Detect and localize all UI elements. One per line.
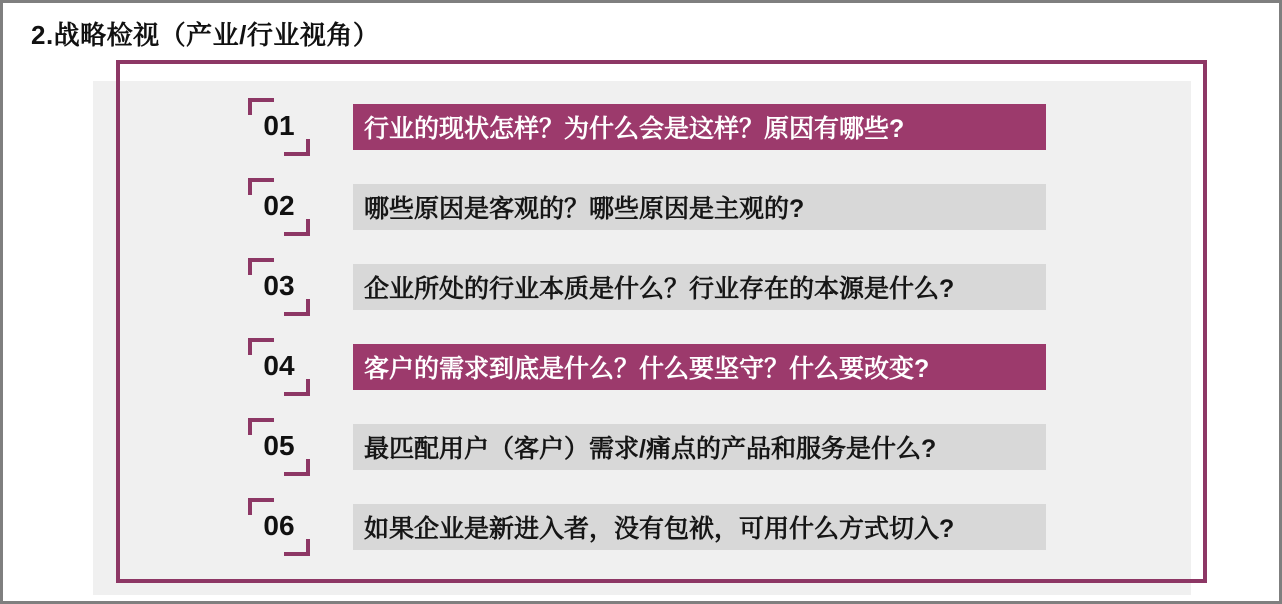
corner-bracket-top-left-icon [248, 98, 274, 115]
item-text: 企业所处的行业本质是什么？行业存在的本源是什么? [364, 275, 955, 303]
list-item [248, 418, 1048, 476]
corner-bracket-top-left-icon [248, 178, 274, 195]
item-bar [353, 344, 1046, 390]
item-text: 如果企业是新进入者，没有包袱，可用什么方式切入? [364, 515, 955, 543]
list-item [248, 338, 1048, 396]
item-number-badge [248, 498, 310, 556]
item-number-badge [248, 418, 310, 476]
item-text: 行业的现状怎样？为什么会是这样？原因有哪些? [364, 115, 905, 143]
corner-bracket-bottom-right-icon [284, 219, 310, 236]
list-item [248, 258, 1048, 316]
corner-bracket-bottom-right-icon [284, 299, 310, 316]
corner-bracket-bottom-right-icon [284, 379, 310, 396]
item-number: 02 [263, 190, 295, 221]
item-bar [353, 104, 1046, 150]
corner-bracket-top-left-icon [248, 498, 274, 515]
item-number: 05 [263, 430, 295, 461]
item-number-badge [248, 338, 310, 396]
item-bar [353, 264, 1046, 310]
question-list [248, 98, 1048, 578]
corner-bracket-top-left-icon [248, 258, 274, 275]
item-number: 03 [263, 270, 295, 301]
list-item [248, 498, 1048, 556]
corner-bracket-bottom-right-icon [284, 539, 310, 556]
item-bar [353, 504, 1046, 550]
item-number-badge [248, 258, 310, 316]
list-item [248, 178, 1048, 236]
corner-bracket-top-left-icon [248, 338, 274, 355]
item-number: 01 [263, 110, 295, 141]
corner-bracket-top-left-icon [248, 418, 274, 435]
item-text: 哪些原因是客观的？哪些原因是主观的? [364, 195, 805, 223]
corner-bracket-bottom-right-icon [284, 139, 310, 156]
list-item [248, 98, 1048, 156]
item-bar [353, 184, 1046, 230]
item-number-badge [248, 98, 310, 156]
item-number-badge [248, 178, 310, 236]
item-text: 客户的需求到底是什么？什么要坚守？什么要改变? [364, 355, 930, 383]
corner-bracket-bottom-right-icon [284, 459, 310, 476]
item-number: 06 [263, 510, 295, 541]
item-number: 04 [263, 350, 295, 381]
page-title: 2.战略检视（产业/行业视角） [31, 20, 380, 50]
item-text: 最匹配用户（客户）需求/痛点的产品和服务是什么? [364, 435, 937, 463]
item-bar [353, 424, 1046, 470]
